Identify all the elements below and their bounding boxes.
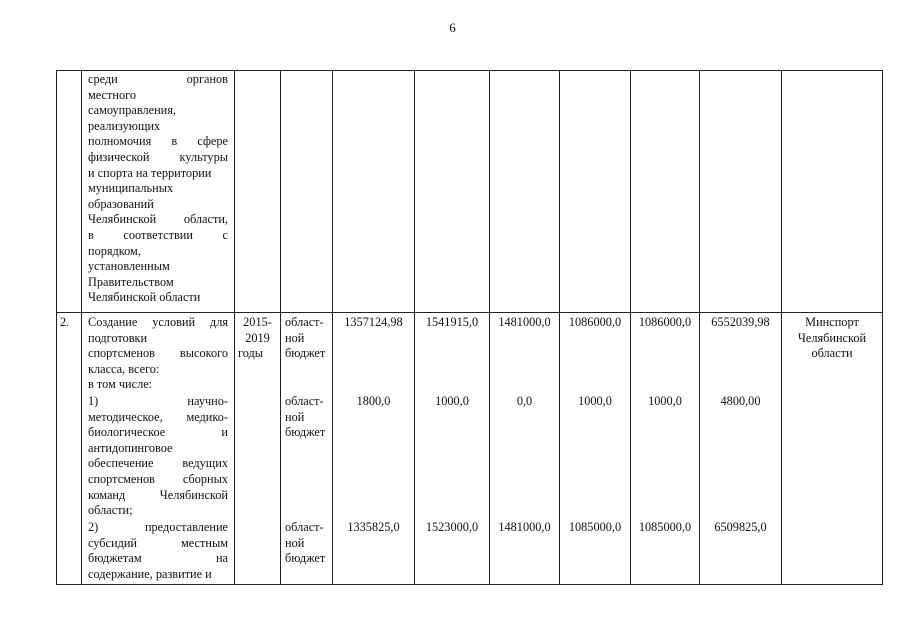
- text-line: класса, всего:: [88, 361, 160, 376]
- text-line: области;: [88, 503, 133, 518]
- row2-value-2019: 1086000,0: [638, 315, 692, 329]
- col-border: [882, 70, 883, 585]
- executor-line: Челябинской: [797, 330, 867, 345]
- text-line: 2) предоставление: [88, 520, 228, 534]
- text-line: 1) научно-: [88, 394, 228, 408]
- page-number: 6: [449, 20, 456, 35]
- table-row-divider: [56, 312, 882, 313]
- source-line: ной: [285, 409, 305, 424]
- source-line: ной: [285, 330, 305, 345]
- row2-period: [235, 315, 280, 362]
- sub1-value-2019: 1000,0: [648, 394, 682, 408]
- col-border: [280, 70, 281, 585]
- executor-line: Минспорт: [805, 315, 859, 329]
- text-line: порядком,: [88, 243, 141, 258]
- sub2-value-2017: 1481000,0: [498, 520, 551, 534]
- text-line: среди органов: [88, 72, 228, 86]
- text-line: методическое, медико-: [88, 409, 228, 424]
- table-bottom-border: [56, 584, 882, 585]
- text-line: обеспечение ведущих: [88, 456, 228, 471]
- col-border: [81, 70, 82, 585]
- source-line: бюджет: [285, 551, 326, 566]
- row2-value-2018: 1086000,0: [568, 315, 622, 329]
- row2-executor: [782, 315, 882, 362]
- text-line: в том числе:: [88, 377, 153, 392]
- text-line: реализующих: [88, 118, 161, 133]
- period-line: 2015-: [243, 315, 272, 329]
- source-line: бюджет: [285, 425, 326, 440]
- text-line: физической культуры: [88, 149, 228, 164]
- row2-value-2016: 1541915,0: [425, 315, 479, 329]
- text-line: и спорта на территории: [88, 165, 212, 180]
- sub2-title: [88, 520, 228, 582]
- text-line: установленным: [88, 259, 170, 274]
- text-line: биологическое и: [88, 425, 228, 440]
- text-line: самоуправления,: [88, 103, 176, 118]
- sub1-value-2018: 1000,0: [578, 394, 612, 408]
- text-line: субсидий местным: [88, 535, 228, 550]
- row2-value-total: 6552039,98: [711, 315, 770, 329]
- sub2-value-2016: 1523000,0: [425, 520, 479, 534]
- table-top-border: [56, 70, 882, 71]
- text-line: подготовки: [88, 330, 148, 345]
- sub1-source: [285, 394, 333, 441]
- period-line: годы: [238, 346, 264, 361]
- sub1-value-2015: 1800,0: [356, 394, 391, 408]
- period-line: 2019: [245, 330, 270, 345]
- sub1-title: [88, 394, 228, 519]
- text-line: местного: [88, 87, 136, 102]
- text-line: содержание, развитие и: [88, 566, 212, 581]
- sub2-value-total: 6509825,0: [714, 520, 767, 534]
- text-line: Создание условий для: [88, 315, 228, 329]
- source-line: област-: [285, 520, 324, 534]
- row2-value-2015: 1357124,98: [344, 315, 403, 329]
- source-line: бюджет: [285, 346, 326, 361]
- text-line: полномочия в сфере: [88, 134, 228, 149]
- text-line: спортсменов сборных: [88, 471, 228, 486]
- text-line: в соответствии с: [88, 227, 228, 242]
- row-number: 2.: [60, 315, 70, 329]
- sub1-value-2017: 0,0: [516, 394, 533, 408]
- text-line: образований: [88, 196, 154, 211]
- text-line: муниципальных: [88, 181, 174, 196]
- text-line: бюджетам на: [88, 551, 228, 566]
- executor-line: области: [811, 346, 853, 361]
- sub2-value-2019: 1085000,0: [638, 520, 692, 534]
- sub1-value-2016: 1000,0: [435, 394, 469, 408]
- text-line: команд Челябинской: [88, 487, 228, 502]
- row2-title: [88, 315, 228, 393]
- text-line: Челябинской области: [88, 290, 201, 305]
- sub2-source: [285, 520, 333, 567]
- sub2-value-2018: 1085000,0: [568, 520, 622, 534]
- text-line: Правительством: [88, 274, 174, 289]
- source-line: област-: [285, 394, 324, 408]
- sub1-value-total: 4800,00: [720, 394, 761, 408]
- row2-source: [285, 315, 333, 362]
- text-line: Челябинской области,: [88, 212, 228, 227]
- sub2-value-2015: 1335825,0: [347, 520, 400, 534]
- row2-value-2017: 1481000,0: [498, 315, 551, 329]
- text-line: антидопинговое: [88, 440, 173, 455]
- source-line: ной: [285, 535, 305, 550]
- col-border: [56, 70, 57, 585]
- text-line: спортсменов высокого: [88, 346, 228, 361]
- cont-description: [88, 72, 228, 306]
- source-line: област-: [285, 315, 324, 329]
